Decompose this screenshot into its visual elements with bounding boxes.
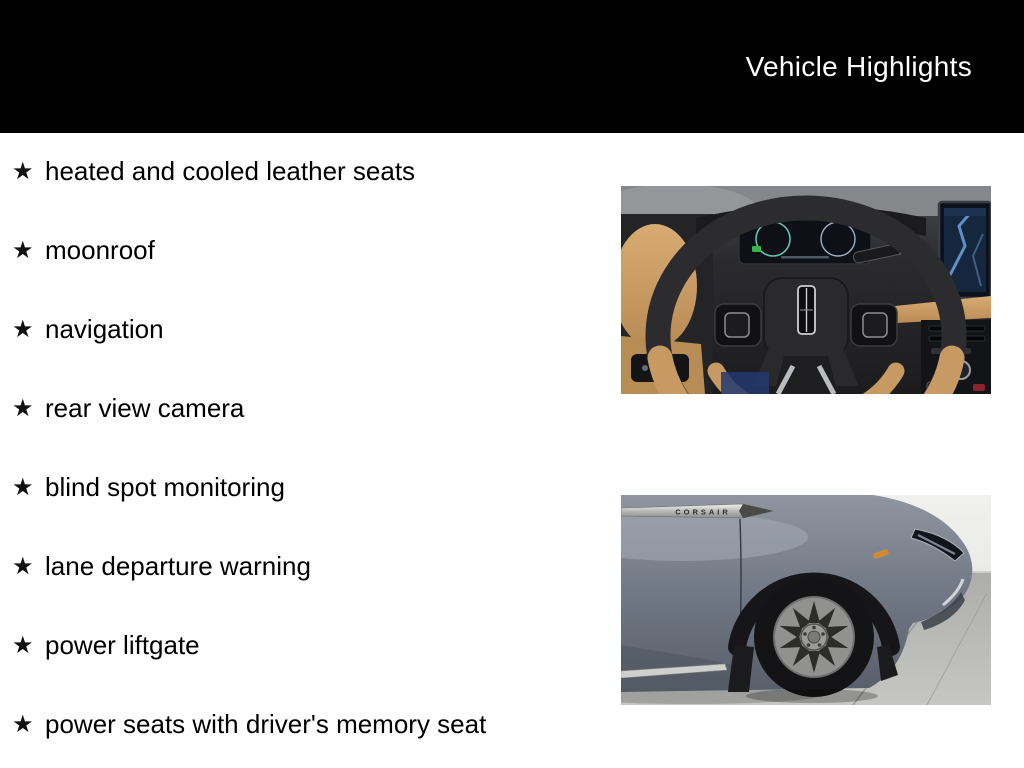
feature-item — [12, 606, 602, 685]
exterior-photo-illustration — [621, 495, 991, 705]
star-bullet-icon: ★ — [12, 395, 34, 422]
left-dpad — [725, 313, 749, 337]
exterior-front-wheel-photo — [621, 495, 991, 705]
header-bar — [0, 0, 1024, 133]
feature-text: power seats with driver's memory seat — [45, 709, 487, 739]
corsair-badge-text: CORSAIR — [675, 507, 731, 517]
feature-item — [12, 290, 602, 369]
star-bullet-icon: ★ — [12, 553, 34, 580]
interior-steering-wheel-photo — [621, 186, 991, 394]
feature-text: blind spot monitoring — [45, 472, 285, 502]
star-bullet-icon: ★ — [12, 316, 34, 343]
interior-photo-illustration — [621, 186, 991, 394]
feature-text: rear view camera — [45, 393, 245, 423]
tire-shadow — [746, 689, 878, 703]
vehicle-highlights-list — [12, 132, 602, 764]
feature-item — [12, 132, 602, 211]
feature-item — [12, 448, 602, 527]
feature-item — [12, 369, 602, 448]
star-bullet-icon: ★ — [12, 237, 34, 264]
feature-text: moonroof — [45, 235, 155, 265]
console-screen-glow — [721, 372, 769, 394]
feature-item — [12, 527, 602, 606]
feature-text: power liftgate — [45, 630, 200, 660]
eco-indicator — [752, 246, 761, 252]
star-bullet-icon: ★ — [12, 632, 34, 659]
feature-item — [12, 211, 602, 290]
feature-text: heated and cooled leather seats — [45, 156, 416, 186]
feature-text: lane departure warning — [45, 551, 311, 581]
star-bullet-icon: ★ — [12, 158, 34, 185]
feature-item — [12, 685, 602, 764]
right-dpad — [863, 313, 887, 337]
page-title: Vehicle Highlights — [745, 50, 972, 82]
center-cap — [808, 631, 820, 643]
alloy-wheel — [774, 597, 854, 677]
star-bullet-icon: ★ — [12, 711, 34, 738]
star-bullet-icon: ★ — [12, 474, 34, 501]
lincoln-emblem — [798, 286, 815, 334]
feature-text: navigation — [45, 314, 164, 344]
